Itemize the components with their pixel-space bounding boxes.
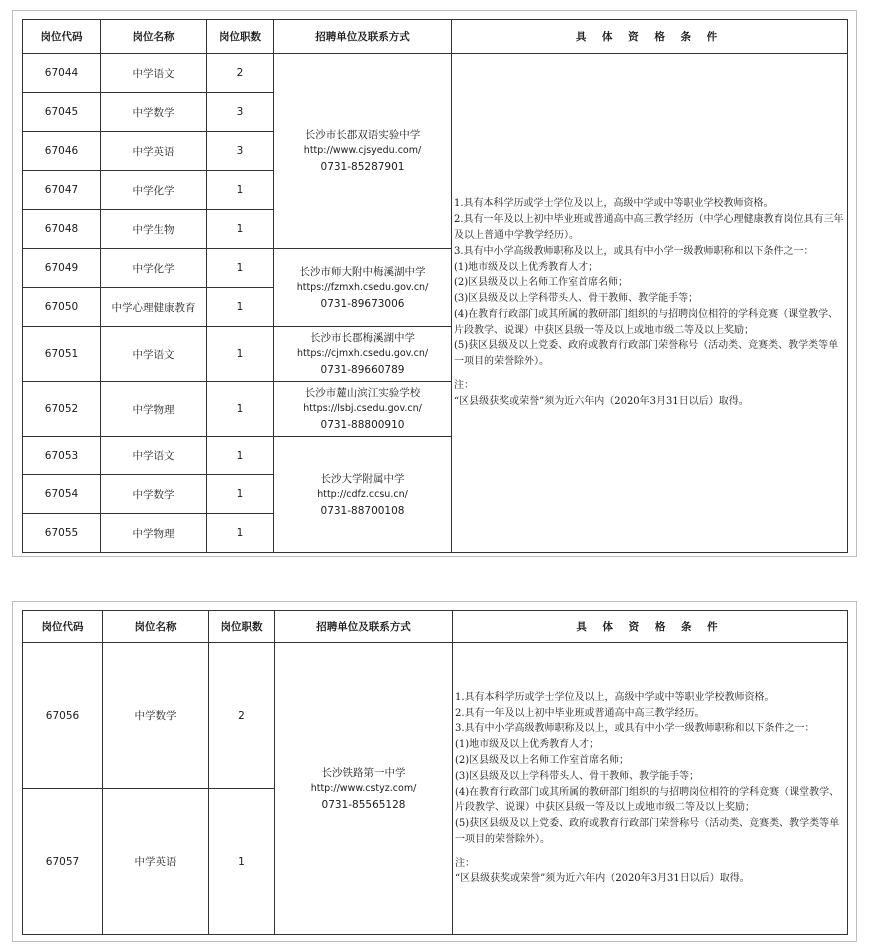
table-row [23, 643, 848, 789]
post-name: 中学物理 [101, 514, 207, 553]
unit-name: 长沙市长郡梅溪湖中学 [310, 332, 415, 344]
post-code: 67048 [23, 210, 101, 249]
unit-phone: 0731-85287901 [320, 161, 405, 173]
post-name: 中学物理 [101, 382, 207, 437]
unit-name: 长沙铁路第一中学 [321, 766, 406, 779]
post-code: 67053 [23, 437, 101, 475]
recruitment-table-1 [22, 19, 848, 553]
header-code: 岗位代码 [23, 20, 101, 54]
post-code: 67045 [23, 93, 101, 132]
post-code: 67047 [23, 171, 101, 210]
post-count: 1 [207, 475, 274, 514]
header-row [23, 611, 848, 643]
requirement-item: (3)区县级及以上学科带头人、骨干教师、教学能手等； [454, 293, 699, 305]
post-name: 中学化学 [101, 249, 207, 288]
unit-cell [275, 643, 453, 935]
unit-url: http://cdfz.ccsu.cn/ [317, 488, 408, 500]
header-unit: 招聘单位及联系方式 [274, 20, 452, 54]
requirement-item: (4)在教育行政部门或其所属的教研部门组织的与招聘岗位相符的学科竞赛（课堂教学、片段教学、说课）中获区县级一等及以上或地市级二等及以上奖励； [454, 308, 839, 336]
post-count: 1 [207, 382, 274, 437]
post-code: 67049 [23, 249, 101, 288]
post-count: 1 [207, 249, 274, 288]
requirement-item: (1)地市级及以上优秀教育人才； [455, 739, 600, 751]
header-requirements: 具 体 资 格 条 件 [453, 611, 848, 643]
post-count: 3 [207, 93, 274, 132]
requirements-cell [453, 643, 848, 935]
header-name: 岗位名称 [101, 20, 207, 54]
header-count: 岗位职数 [207, 20, 274, 54]
note-label: 注： [455, 857, 475, 869]
table-row [23, 54, 848, 93]
post-count: 1 [207, 210, 274, 249]
unit-name: 长沙市师大附中梅溪湖中学 [299, 265, 426, 278]
unit-phone: 0731-89673006 [320, 297, 405, 310]
unit-cell [274, 327, 452, 382]
requirement-item: 3.具有中小学高级教师职称及以上，或具有中小学一级教师职称和以下条件之一： [454, 245, 814, 257]
unit-name: 长沙大学附属中学 [320, 472, 405, 485]
table-panel-2 [12, 601, 857, 942]
requirement-item: (5)获区县级及以上党委、政府或教育行政部门荣誉称号（活动类、竞赛类、教学类等单一项目的荣誉除外）。 [455, 818, 840, 845]
unit-url: https://fzmxh.csedu.gov.cn/ [296, 281, 429, 293]
table-panel-1 [12, 10, 857, 557]
unit-url: https://lsbj.csedu.gov.cn/ [303, 403, 422, 414]
requirements-cell [452, 54, 848, 553]
post-name: 中学数学 [101, 93, 207, 132]
header-requirements: 具 体 资 格 条 件 [452, 20, 848, 54]
post-name: 中学生物 [101, 210, 207, 249]
post-code: 67051 [23, 327, 101, 382]
requirement-item: 1.具有本科学历或学士学位及以上，高级中学或中等职业学校教师资格。 [454, 198, 774, 210]
post-count: 3 [207, 132, 274, 171]
header-code: 岗位代码 [23, 611, 103, 643]
post-name: 中学英语 [101, 132, 207, 171]
unit-phone: 0731-89660789 [320, 364, 405, 376]
unit-phone: 0731-88700108 [320, 504, 405, 517]
note-text: “区县级获奖或荣誉”须为近六年内（2020年3月31日以后）取得。 [455, 873, 750, 885]
recruitment-table-2 [22, 610, 848, 935]
unit-cell [274, 437, 452, 553]
header-count: 岗位职数 [209, 611, 275, 643]
unit-name: 长沙市长郡双语实验中学 [304, 129, 421, 141]
unit-url: http://www.cjsyedu.com/ [303, 145, 422, 156]
requirement-item: 2.具有一年及以上初中毕业班或普通高中高三教学经历（中学心理健康教育岗位具有三年及以上普通中学教学经历）。 [454, 214, 844, 241]
post-count: 1 [207, 437, 274, 475]
requirement-item: (2)区县级及以上名师工作室首席名师； [455, 754, 630, 766]
post-name: 中学数学 [103, 643, 209, 789]
unit-cell [274, 382, 452, 437]
post-code: 67056 [23, 643, 103, 789]
requirement-item: 2.具有一年及以上初中毕业班或普通高中高三教学经历。 [455, 707, 705, 719]
requirement-item: (2)区县级及以上名师工作室首席名师； [454, 277, 629, 289]
post-count: 1 [207, 327, 274, 382]
post-name: 中学化学 [101, 171, 207, 210]
post-name: 中学数学 [101, 475, 207, 514]
unit-url: https://cjmxh.csedu.gov.cn/ [296, 348, 429, 359]
unit-name: 长沙市麓山滨江实验学校 [304, 387, 421, 399]
header-unit: 招聘单位及联系方式 [275, 611, 453, 643]
post-code: 67046 [23, 132, 101, 171]
header-row [23, 20, 848, 54]
post-count: 2 [207, 54, 274, 93]
unit-url: http://www.cstyz.com/ [310, 782, 417, 794]
header-name: 岗位名称 [103, 611, 209, 643]
post-code: 67050 [23, 288, 101, 327]
requirement-item: (5)获区县级及以上党委、政府或教育行政部门荣誉称号（活动类、竞赛类、教学类等单一项目的荣誉除外）。 [454, 340, 839, 368]
post-name: 中学语文 [101, 54, 207, 93]
post-name: 中学语文 [101, 437, 207, 475]
post-code: 67044 [23, 54, 101, 93]
post-name: 中学语文 [101, 327, 207, 382]
post-count: 1 [207, 514, 274, 553]
post-code: 67055 [23, 514, 101, 553]
note-text: “区县级获奖或荣誉”须为近六年内（2020年3月31日以后）取得。 [454, 395, 749, 407]
requirement-item: 3.具有中小学高级教师职称及以上，或具有中小学一级教师职称和以下条件之一： [455, 723, 815, 735]
post-count: 1 [209, 789, 275, 935]
requirement-item: (4)在教育行政部门或其所属的教研部门组织的与招聘岗位相符的学科竞赛（课堂教学、片段教学、说课）中获区县级一等及以上或地市级二等及以上奖励； [455, 786, 840, 814]
post-name: 中学英语 [103, 789, 209, 935]
post-code: 67057 [23, 789, 103, 935]
post-code: 67054 [23, 475, 101, 514]
post-count: 1 [207, 171, 274, 210]
unit-phone: 0731-88800910 [320, 419, 405, 431]
post-name: 中学心理健康教育 [101, 288, 207, 327]
post-count: 1 [207, 288, 274, 327]
post-code: 67052 [23, 382, 101, 437]
unit-cell [274, 249, 452, 327]
requirement-item: (1)地市级及以上优秀教育人才； [454, 261, 599, 273]
post-count: 2 [209, 643, 275, 789]
note-label: 注： [454, 380, 474, 392]
unit-cell [274, 54, 452, 249]
unit-phone: 0731-85565128 [321, 798, 406, 811]
requirement-item: (3)区县级及以上学科带头人、骨干教师、教学能手等； [455, 770, 700, 782]
requirement-item: 1.具有本科学历或学士学位及以上，高级中学或中等职业学校教师资格。 [455, 691, 775, 703]
